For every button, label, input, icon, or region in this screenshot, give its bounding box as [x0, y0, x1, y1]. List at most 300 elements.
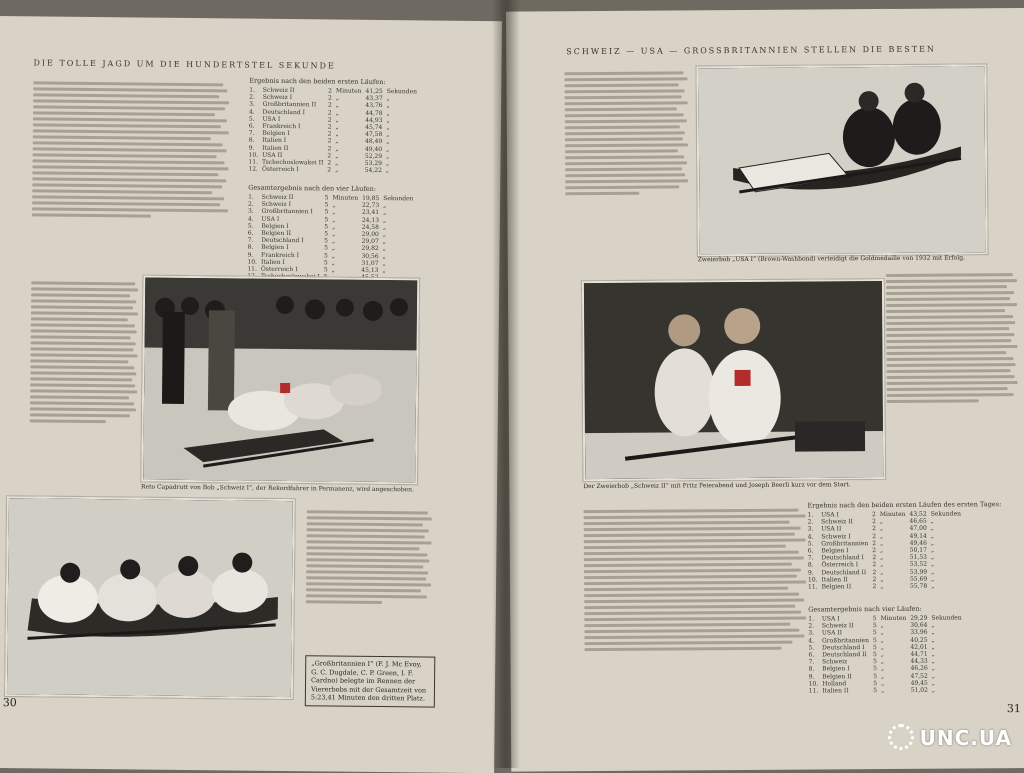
table-cell: 49,40 — [364, 145, 383, 153]
table-cell: 44,78 — [365, 109, 383, 117]
table-row — [808, 582, 965, 590]
table-cell: 5 — [873, 658, 877, 666]
table-cell: 29,82 — [361, 245, 379, 253]
table-cell: „ — [382, 238, 386, 246]
table-cell: 11. — [247, 265, 257, 273]
table-cell: 5 — [323, 252, 328, 260]
right-table1-title: Ergebnis nach den beiden ersten Läufen des ersten Tages: — [807, 500, 1002, 510]
right-table1 — [808, 510, 966, 590]
table-cell: „ — [930, 517, 934, 525]
table-cell: 2 — [872, 539, 877, 547]
table-cell: 1. — [249, 86, 256, 94]
table-cell: 11. — [808, 687, 819, 695]
table-cell: 42,01 — [910, 643, 928, 651]
table-cell: Schweiz I — [261, 200, 292, 209]
table-cell: Deutschland I — [262, 108, 306, 116]
left-page — [0, 16, 502, 773]
four-man-bob-photo — [5, 496, 295, 699]
table-cell: 7. — [247, 236, 254, 244]
table-cell: „ — [331, 252, 335, 260]
table-cell: 7. — [808, 658, 815, 666]
table-cell: 5 — [324, 230, 329, 238]
table-cell: „ — [335, 137, 339, 145]
table-cell: 5. — [248, 115, 255, 123]
table-cell: „ — [335, 130, 339, 138]
table-cell: „ — [931, 650, 935, 658]
table-cell: 10. — [808, 680, 819, 688]
table-cell: USA I — [262, 115, 281, 123]
table-cell: 3. — [249, 101, 255, 109]
table-cell: Deutschland II — [822, 651, 867, 659]
table-cell: 44,33 — [910, 657, 928, 666]
table-cell: 7. — [248, 129, 255, 137]
table-cell: „ — [331, 259, 335, 267]
left-table2-title: Gesamtergebnis nach den vier Läufen: — [248, 183, 377, 193]
left-page-number: 30 — [2, 696, 17, 710]
table-cell: „ — [332, 223, 336, 231]
table-cell: „ — [881, 679, 885, 687]
table-cell: 2 — [327, 137, 332, 145]
table-cell: 23,41 — [361, 209, 380, 217]
left-table2 — [247, 194, 417, 282]
table-cell: USA II — [262, 151, 283, 159]
table-cell: Großbritannien II — [262, 101, 317, 109]
table-cell: Sekunden — [931, 614, 962, 622]
table-cell: 9. — [808, 673, 815, 681]
table-cell: 5 — [324, 244, 328, 252]
table-cell: „ — [382, 223, 387, 231]
table-cell: Schweiz — [822, 658, 848, 666]
table-cell: 4. — [247, 215, 254, 223]
table-cell: Österreich I — [821, 561, 859, 569]
right-photo-caption-1: Zweierbob „USA I“ (Brown-Washbond) verteidigt die Goldmedaille von 1932 mit Erfolg. — [697, 254, 966, 264]
table-cell: Minuten — [332, 194, 359, 202]
table-cell: „ — [382, 267, 386, 275]
table-cell: Belgien I — [261, 222, 289, 230]
table-cell: „ — [335, 123, 339, 131]
table-cell: „ — [880, 658, 885, 666]
table-cell: 5 — [873, 687, 878, 695]
table-row — [808, 614, 965, 622]
table-cell: 2. — [807, 518, 814, 526]
table-cell: 44,71 — [910, 650, 928, 658]
table-cell: 2 — [872, 525, 877, 533]
table-cell: Belgien II — [261, 229, 292, 238]
table-cell: 2 — [872, 568, 877, 576]
table-cell: 5 — [873, 665, 877, 673]
table-cell: „ — [386, 124, 390, 132]
table-cell: „ — [386, 95, 390, 103]
table-cell: „ — [879, 518, 884, 526]
table-cell: Belgien I — [261, 244, 289, 252]
table-cell: Belgien I — [821, 547, 849, 555]
table-cell: 43,52 — [909, 510, 927, 518]
left-body-text-column-1 — [32, 78, 231, 220]
book-gutter — [492, 0, 520, 768]
table-cell: 5 — [873, 651, 877, 659]
table-cell: „ — [335, 145, 339, 153]
table-cell: „ — [382, 252, 386, 260]
table-cell: „ — [880, 561, 884, 569]
table-cell: Belgien II — [822, 672, 852, 681]
table-cell: 5. — [808, 644, 815, 652]
table-cell: „ — [880, 547, 884, 555]
table-cell: „ — [386, 145, 390, 153]
table-cell: 19,85 — [362, 194, 380, 202]
table-cell: „ — [931, 686, 936, 694]
table-cell: Schweiz II — [261, 193, 294, 202]
table-cell: Großbritannien I — [261, 208, 313, 216]
four-man-bob-image — [7, 498, 293, 697]
table-cell: „ — [383, 209, 387, 217]
table-cell: „ — [386, 152, 390, 160]
table-cell: 2 — [327, 123, 332, 131]
table-cell: 5 — [323, 259, 328, 267]
table-cell: 9. — [247, 251, 254, 259]
table-cell: 50,17 — [909, 546, 927, 554]
table-cell: 7. — [807, 554, 814, 562]
table-cell: 2 — [872, 575, 877, 583]
left-photo-caption: Reto Capadrutt von Bob „Schweiz I“, der Rekordfahrer in Permanenz, wird angeschoben. — [141, 483, 414, 494]
right-running-head: SCHWEIZ — USA — GROSSBRITANNIEN STELLEN DIE BESTEN — [566, 44, 936, 57]
table-cell: 49,45 — [910, 679, 928, 687]
table-cell: 30,64 — [910, 621, 928, 630]
table-cell: 1. — [808, 615, 815, 623]
table-cell: 53,52 — [909, 561, 928, 569]
table-cell: 6. — [807, 547, 814, 555]
table-cell: 55,69 — [909, 575, 928, 583]
table-cell: 4. — [248, 108, 255, 116]
table-cell: 8. — [248, 137, 255, 145]
table-cell: 2 — [872, 561, 877, 569]
table-cell: 41,25 — [365, 87, 383, 96]
right-table2 — [808, 614, 966, 694]
table-cell: „ — [931, 629, 935, 637]
table-cell: „ — [880, 583, 884, 591]
table-cell: Sekunden — [930, 510, 961, 518]
watermark-sun-icon — [888, 724, 914, 750]
table-cell: „ — [383, 216, 387, 224]
table-cell: „ — [880, 643, 884, 651]
table-cell: Italien II — [822, 687, 849, 695]
table-cell: Schweiz I — [821, 532, 851, 541]
table-cell: „ — [331, 237, 336, 245]
table-cell: „ — [386, 138, 390, 146]
table-cell: 2 — [872, 554, 877, 562]
table-cell: „ — [386, 109, 390, 117]
table-cell: 5 — [872, 636, 877, 644]
table-cell: 53,29 — [364, 159, 383, 168]
table-cell: 45,74 — [365, 123, 383, 132]
table-cell: 2 — [327, 116, 332, 124]
table-cell: „ — [335, 116, 339, 124]
table-cell: „ — [386, 102, 390, 110]
table-cell: 29,07 — [361, 238, 379, 246]
table-cell: Italien II — [821, 576, 848, 584]
table-cell: „ — [930, 532, 934, 540]
swiss-bob-photo — [582, 279, 885, 481]
table-cell: 47,52 — [910, 672, 928, 680]
table-cell: 5 — [324, 223, 329, 231]
table-cell: USA I — [821, 511, 839, 519]
table-cell: „ — [931, 657, 935, 665]
table-cell: „ — [332, 208, 336, 216]
table-cell: 22,73 — [361, 202, 380, 210]
table-cell: „ — [931, 575, 935, 583]
table-cell: 48,49 — [365, 138, 383, 146]
table-cell: 11. — [248, 158, 259, 166]
table-cell: Italien II — [262, 144, 289, 152]
left-results-table-2 — [247, 184, 438, 282]
table-cell: 2 — [872, 532, 877, 540]
table-cell: 29,00 — [361, 230, 379, 238]
table-cell: 2 — [327, 109, 332, 117]
table-cell: 2. — [249, 93, 255, 101]
table-cell: 9. — [807, 569, 814, 577]
left-body-text-column-2 — [30, 278, 140, 425]
table-cell: Deutschland I — [821, 554, 864, 562]
table-cell: 3. — [247, 208, 254, 216]
right-body-text-column-3 — [583, 506, 808, 654]
table-cell: „ — [930, 525, 934, 533]
table-cell: 6. — [248, 122, 255, 130]
table-cell: 8. — [808, 665, 815, 673]
table-cell: Schweiz I — [262, 93, 293, 102]
table-cell: 6. — [808, 651, 815, 659]
table-cell: 31,07 — [361, 259, 379, 267]
table-cell: Holland — [822, 680, 847, 688]
right-body-text-column-2 — [886, 270, 1019, 405]
table-cell: Schweiz II — [821, 622, 854, 630]
table-cell: Österreich I — [260, 265, 298, 274]
table-row — [248, 166, 420, 175]
table-cell: 40,25 — [910, 636, 928, 644]
table-cell: 5 — [872, 615, 877, 623]
table-cell: „ — [931, 561, 935, 569]
left-running-head: DIE TOLLE JAGD UM DIE HUNDERTSTEL SEKUNDE — [33, 58, 336, 71]
table-cell: Minuten — [879, 510, 906, 519]
table-cell: 30,56 — [361, 252, 379, 260]
table-cell: USA II — [821, 629, 843, 637]
table-cell: 49,14 — [909, 532, 927, 540]
table-cell: 2 — [872, 547, 877, 555]
table-cell: 47,58 — [365, 131, 383, 139]
usa-bob-photo — [696, 64, 987, 256]
table-cell: 5 — [324, 201, 329, 209]
table-cell: „ — [931, 568, 935, 576]
right-page — [506, 8, 1024, 772]
table-cell: 2 — [327, 159, 332, 167]
swiss-bob-image — [584, 281, 883, 479]
table-cell: „ — [383, 202, 387, 210]
table-cell: „ — [931, 643, 935, 651]
table-cell: „ — [930, 539, 935, 547]
usa-bob-image — [698, 66, 985, 254]
table-cell: Minuten — [880, 614, 907, 623]
table-cell: Schweiz II — [262, 86, 295, 95]
table-cell: 2 — [328, 94, 332, 102]
table-cell: USA I — [821, 615, 840, 623]
table-cell: 5 — [324, 237, 329, 245]
table-cell: „ — [880, 568, 884, 576]
table-cell: „ — [386, 131, 390, 139]
table-cell: 54,22 — [364, 167, 382, 175]
table-cell: „ — [931, 582, 935, 590]
table-cell: 29,29 — [910, 614, 928, 622]
table-cell: „ — [879, 525, 884, 533]
table-cell: 6. — [247, 229, 254, 237]
table-cell: 43,37 — [365, 95, 383, 103]
table-cell: „ — [335, 152, 339, 160]
table-cell: Deutschland II — [821, 568, 867, 577]
table-cell: 2 — [327, 152, 332, 160]
table-cell: „ — [332, 201, 336, 209]
table-row — [809, 686, 966, 694]
table-cell: „ — [880, 575, 884, 583]
table-cell: „ — [382, 245, 386, 253]
table-cell: „ — [880, 622, 884, 630]
table-cell: Italien I — [262, 137, 287, 145]
table-cell: „ — [335, 166, 339, 174]
table-cell: 2 — [327, 130, 332, 138]
table-cell: 11. — [808, 583, 818, 591]
table-cell: 1. — [248, 193, 254, 201]
table-cell: 2. — [808, 622, 815, 630]
table-cell: 2 — [327, 145, 332, 153]
table-cell: 1. — [807, 511, 814, 519]
table-cell: 51,02 — [910, 686, 928, 694]
table-cell: 12. — [248, 165, 258, 173]
table-cell: 5 — [324, 194, 329, 202]
table-cell: „ — [331, 266, 335, 274]
table-cell: „ — [382, 259, 386, 267]
table-cell: Italien I — [260, 258, 285, 266]
table-cell: 5. — [247, 222, 254, 230]
table-cell: 52,29 — [364, 152, 383, 160]
table-cell: 10. — [247, 258, 258, 266]
boxed-note: „Großbritannien I“ (F. J. Mc Evoy, G. C. Dugdale, C. P. Green, I. F. Cardno) belegte im Rennen der Viererbobs mit der Gesamtzeit von 5:23,41 Minuten den dritten Platz. — [305, 655, 436, 707]
left-table1-title: Ergebnis nach den beiden ersten Läufen: — [249, 76, 386, 87]
table-cell: „ — [332, 230, 336, 238]
bobsled-push-image — [143, 278, 417, 483]
table-cell: 44,93 — [365, 116, 383, 124]
table-cell: „ — [331, 244, 336, 252]
table-cell: 5 — [324, 208, 329, 216]
table-cell: „ — [931, 665, 935, 673]
table-cell: 2 — [872, 518, 876, 526]
table-cell: „ — [880, 532, 884, 540]
table-cell: „ — [930, 553, 935, 561]
table-cell: 10. — [248, 151, 259, 159]
table-cell: „ — [880, 539, 884, 547]
table-cell: „ — [931, 672, 935, 680]
table-cell: 2 — [328, 87, 332, 95]
table-cell: Tschechoslowakei II — [261, 158, 324, 167]
table-cell: „ — [385, 167, 390, 175]
table-cell: 5 — [873, 679, 878, 687]
table-cell: 2 — [327, 166, 332, 174]
right-body-text-column-1 — [564, 68, 689, 197]
table-cell: Deutschland I — [821, 643, 865, 652]
table-cell: Frankreich I — [262, 122, 301, 131]
table-cell: Frankreich I — [261, 251, 300, 259]
table-cell: „ — [880, 636, 884, 644]
table-cell: „ — [880, 629, 884, 637]
table-cell: 53,99 — [909, 568, 928, 576]
table-row — [808, 510, 965, 518]
table-cell: 4. — [807, 533, 814, 541]
table-cell: „ — [332, 216, 336, 224]
table-cell: „ — [880, 665, 885, 673]
right-results-table-1 — [807, 500, 1014, 591]
table-cell: 5 — [872, 643, 877, 651]
table-cell: Großbritannien — [821, 539, 869, 548]
table-cell: 2. — [248, 200, 254, 208]
table-cell: „ — [335, 109, 339, 117]
table-cell: Deutschland I — [261, 236, 304, 245]
table-cell: „ — [335, 159, 339, 167]
table-cell: 46,26 — [910, 665, 928, 673]
table-cell: 9. — [248, 144, 255, 152]
table-cell: 5. — [807, 540, 814, 548]
table-cell: Österreich I — [261, 165, 299, 174]
table-cell: 5 — [873, 672, 878, 680]
table-cell: Sekunden — [386, 88, 418, 96]
table-cell: Belgien I — [822, 665, 850, 673]
bobsled-push-photo — [141, 276, 419, 485]
table-cell: 33,96 — [910, 629, 928, 637]
table-cell: 3. — [807, 525, 814, 533]
table-cell: 24,13 — [361, 216, 380, 224]
table-cell: 47,00 — [909, 525, 927, 533]
table-cell: „ — [386, 116, 390, 124]
table-cell: 10. — [807, 576, 818, 584]
table-cell: Sekunden — [383, 195, 414, 203]
table-cell: Belgien II — [821, 583, 852, 591]
table-cell: Belgien I — [262, 129, 290, 138]
table-cell: USA II — [821, 525, 842, 533]
table-cell: „ — [930, 546, 935, 554]
table-cell: 2 — [872, 511, 876, 519]
table-cell: „ — [335, 94, 340, 102]
table-cell: 3. — [808, 629, 815, 637]
table-cell: Großbritannien — [821, 636, 869, 645]
table-cell: 8. — [247, 244, 254, 252]
table-cell: „ — [931, 679, 935, 687]
table-cell: Minuten — [335, 87, 362, 95]
table-cell: „ — [880, 651, 884, 659]
table-cell: 45,13 — [361, 266, 379, 275]
right-table2-title: Gesamtergebnis nach vier Läufen: — [808, 604, 922, 614]
table-cell: 46,65 — [909, 517, 927, 526]
table-cell: „ — [880, 554, 884, 562]
table-cell: „ — [881, 687, 885, 695]
table-cell: 49,46 — [909, 539, 927, 547]
table-cell: 5 — [872, 622, 877, 630]
right-results-table-2 — [808, 604, 1015, 695]
table-cell: 2 — [327, 101, 332, 109]
table-cell: USA I — [261, 215, 280, 223]
table-cell: „ — [931, 636, 935, 644]
table-cell: „ — [335, 101, 339, 109]
site-watermark — [888, 724, 1012, 750]
table-cell: 2 — [872, 583, 877, 591]
table-cell: 55,78 — [909, 582, 928, 590]
table-cell: 5 — [872, 629, 877, 637]
table-cell: 51,53 — [909, 553, 928, 562]
table-cell: 5 — [323, 266, 328, 274]
table-cell: „ — [385, 160, 390, 168]
